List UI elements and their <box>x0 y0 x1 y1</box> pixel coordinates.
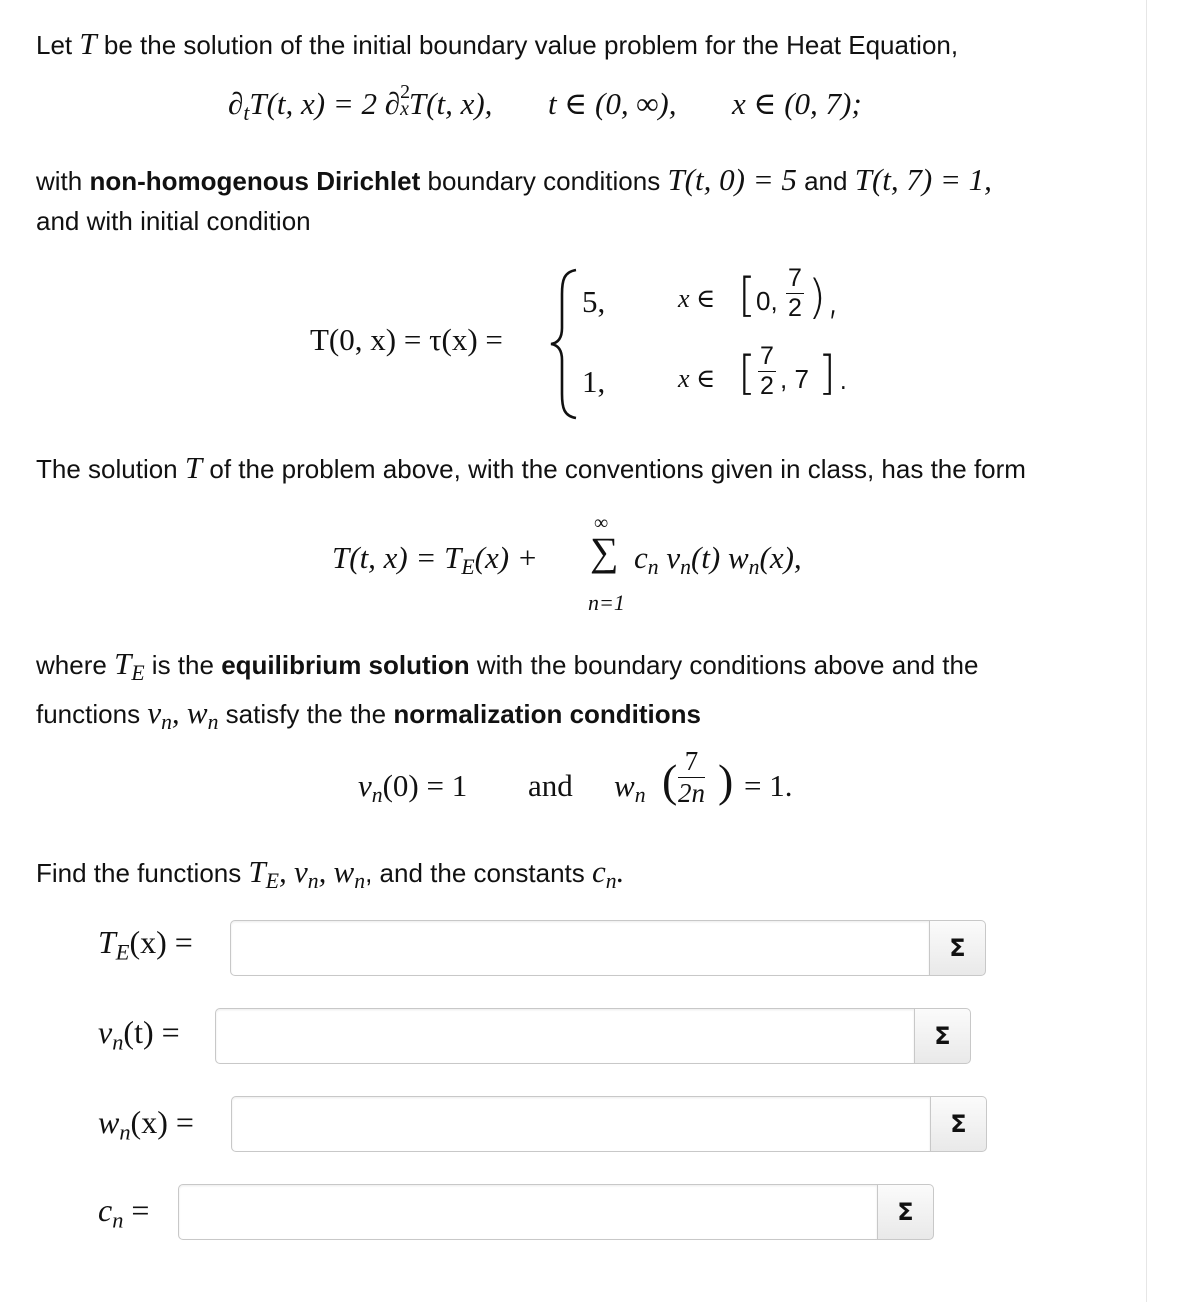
left-brace-icon <box>548 266 582 422</box>
series-lhs-rest: (x) + <box>474 540 538 575</box>
norm-w-rest: = 1. <box>744 768 793 803</box>
find-vn: $v_n$, <box>293 854 327 894</box>
where-bold: equilibrium solution <box>221 650 470 680</box>
case1-domain-prefix: x ∈ <box>678 284 716 313</box>
where-prefix: where <box>36 650 107 680</box>
case1-bracket-left: [ <box>738 268 756 322</box>
coefficient-c-sub: n <box>647 555 659 580</box>
function-v-sub: n <box>680 555 691 580</box>
answer-input-cn[interactable] <box>178 1184 878 1240</box>
case2-bracket-right: ]. <box>818 346 851 400</box>
answer-label-cn <box>98 1192 149 1233</box>
find-suffix: , and the constants <box>365 858 585 888</box>
find-TE: $T_E$, <box>248 854 287 894</box>
norm-frac-den: 2n <box>678 778 705 808</box>
answer-label-wn-rest: (x) = <box>130 1104 194 1140</box>
sum-lower-limit: n=1 <box>588 590 625 615</box>
t-domain: t ∈ (0, ∞), <box>547 86 677 121</box>
initial-condition-lhs: T(0, x) = τ(x) = <box>310 322 503 357</box>
function-v-arg: (t) <box>690 540 721 575</box>
find-w-sub: n <box>354 869 366 894</box>
function-w: w <box>727 540 749 575</box>
norm-v-rest: (0) = 1 <box>382 768 468 803</box>
answer-label-TE-sub: E <box>115 939 130 965</box>
sigma-icon: Σ <box>897 1198 914 1226</box>
heat-equation <box>228 81 862 126</box>
answer-input-TE[interactable] <box>230 920 930 976</box>
case1-frac-den: 2 <box>788 294 802 322</box>
answer-label-TE-main: T <box>98 924 116 960</box>
where-mid: is the <box>151 650 214 680</box>
bc-right: T(t, 7) = 1, <box>854 162 992 197</box>
functions-wn <box>186 695 219 735</box>
case1-paren-right: ), <box>808 270 841 324</box>
case1-fraction <box>786 266 804 321</box>
find-text <box>36 852 624 901</box>
functions-v: v <box>147 695 162 731</box>
answer-label-vn-main: v <box>98 1014 113 1050</box>
answer-row-wn <box>231 1096 987 1154</box>
normalization-w <box>614 768 646 808</box>
series-terms <box>634 540 802 580</box>
answer-label-vn-rest: (t) = <box>123 1014 180 1050</box>
norm-paren-right: ) <box>718 755 734 806</box>
bc-mid: boundary conditions <box>427 166 661 196</box>
bc-left: T(t, 0) = 5 <box>667 162 797 197</box>
case1-value: 5, <box>582 284 606 319</box>
intro-prefix: Let <box>36 30 73 60</box>
function-w-sub: n <box>748 555 760 580</box>
solution-T: T <box>184 450 203 485</box>
answer-label-wn <box>98 1104 194 1145</box>
d2-sup: 2 <box>400 81 411 104</box>
intro-suffix: be the solution of the initial boundary value problem for the Heat Equation, <box>103 30 959 60</box>
norm-w-sub: n <box>634 783 646 808</box>
answer-label-cn-main: c <box>98 1192 113 1228</box>
case2-domain-prefix: x ∈ <box>678 364 716 393</box>
equation-editor-button-vn[interactable] <box>915 1008 971 1064</box>
functions-w: w <box>186 695 208 731</box>
norm-fraction <box>678 748 705 807</box>
find-w: w <box>333 854 355 889</box>
sigma-icon: Σ <box>949 934 966 962</box>
case2-bracket-left: [ <box>738 346 756 400</box>
x-domain: x ∈ (0, 7); <box>732 86 862 121</box>
where-text <box>36 644 1136 742</box>
functions-bold: normalization conditions <box>393 699 701 730</box>
intro-text <box>36 24 958 65</box>
where-TE <box>114 646 145 686</box>
find-c: c <box>592 854 606 889</box>
equation-editor-button-TE[interactable] <box>930 920 986 976</box>
pde-lhs: T(t, x) = 2 ∂ <box>249 86 401 121</box>
case2-domain <box>678 364 715 394</box>
answer-input-wn[interactable] <box>231 1096 931 1152</box>
case1-domain <box>678 284 715 314</box>
answer-label-wn-main: w <box>98 1104 120 1140</box>
functions-prefix: functions <box>36 699 141 730</box>
answer-label-cn-rest: = <box>131 1192 150 1228</box>
case2-frac-num: 7 <box>760 342 774 370</box>
functions-v-sub: n <box>161 710 172 735</box>
find-TE-main: T <box>248 854 266 889</box>
bc-prefix: with <box>36 166 83 196</box>
function-w-arg: (x), <box>759 540 802 575</box>
functions-mid: satisfy the the <box>225 699 387 730</box>
bc-and: and <box>804 166 848 196</box>
sigma-icon: ∑ <box>590 529 619 574</box>
answer-label-vn <box>98 1014 180 1055</box>
answer-label-TE-rest: (x) = <box>129 924 193 960</box>
find-c-sub: n <box>605 869 617 894</box>
case1-frac-num: 7 <box>788 264 802 292</box>
sum-upper-limit: ∞ <box>594 512 609 534</box>
find-v-sub: n <box>307 869 319 894</box>
where-TE-main: T <box>114 646 132 681</box>
sigma-icon: Σ <box>950 1110 967 1138</box>
normalization-v <box>358 768 467 808</box>
answer-label-wn-sub: n <box>119 1119 131 1145</box>
series-lhs: T(t, x) = T <box>332 540 462 575</box>
function-v: v <box>666 540 681 575</box>
d2-sub: x <box>400 97 409 120</box>
series-expansion <box>332 540 538 580</box>
answer-label-vn-sub: n <box>112 1029 124 1055</box>
norm-v-sub: n <box>371 783 383 808</box>
norm-and: and <box>528 768 573 803</box>
equation-editor-button-cn[interactable] <box>878 1184 934 1240</box>
answer-row-TE <box>230 920 986 978</box>
boundary-conditions-text <box>36 160 1136 241</box>
partial-symbol: ∂ <box>228 86 244 121</box>
case2-interval-right: , 7 <box>780 364 809 394</box>
case1-interval-left: 0, <box>756 286 778 316</box>
answer-label-TE <box>98 924 193 965</box>
partial-t-sub: t <box>243 101 250 126</box>
functions-vn: $v_n$, <box>147 695 180 735</box>
norm-w: w <box>614 768 635 803</box>
bc-bold: non-homogenous Dirichlet <box>89 166 421 196</box>
find-v: v <box>293 854 308 889</box>
answer-input-vn[interactable] <box>215 1008 915 1064</box>
functions-w-sub: n <box>207 710 219 735</box>
equation-editor-button-wn[interactable] <box>931 1096 987 1152</box>
norm-frac-num: 7 <box>678 748 705 778</box>
find-wn <box>333 854 366 894</box>
solution-text <box>36 448 1026 489</box>
find-TE-sub: E <box>265 869 279 894</box>
answer-row-cn <box>178 1184 934 1242</box>
pde-rhs: T(t, x), <box>408 86 493 121</box>
where-suffix: with the boundary conditions above and the <box>476 650 979 680</box>
coefficient-c: c <box>634 540 648 575</box>
solution-prefix: The solution <box>36 454 178 484</box>
where-TE-sub: E <box>131 661 145 686</box>
series-lhs-sub: E <box>461 555 475 580</box>
sigma-icon: Σ <box>934 1022 951 1050</box>
case2-fraction <box>758 344 776 399</box>
answer-label-cn-sub: n <box>112 1207 124 1233</box>
answer-row-vn <box>215 1008 971 1066</box>
case2-value: 1, <box>582 364 606 399</box>
find-prefix: Find the functions <box>36 858 242 888</box>
ic-text: and with initial condition <box>36 206 311 236</box>
intro-T: T <box>79 26 97 61</box>
norm-paren-left: ( <box>662 755 678 806</box>
norm-v: v <box>358 768 372 803</box>
find-cn: $c_n$. <box>592 854 625 894</box>
case2-frac-den: 2 <box>760 372 774 400</box>
second-derivative-index <box>400 81 411 120</box>
solution-suffix: of the problem above, with the conventions given in class, has the form <box>209 454 1026 484</box>
